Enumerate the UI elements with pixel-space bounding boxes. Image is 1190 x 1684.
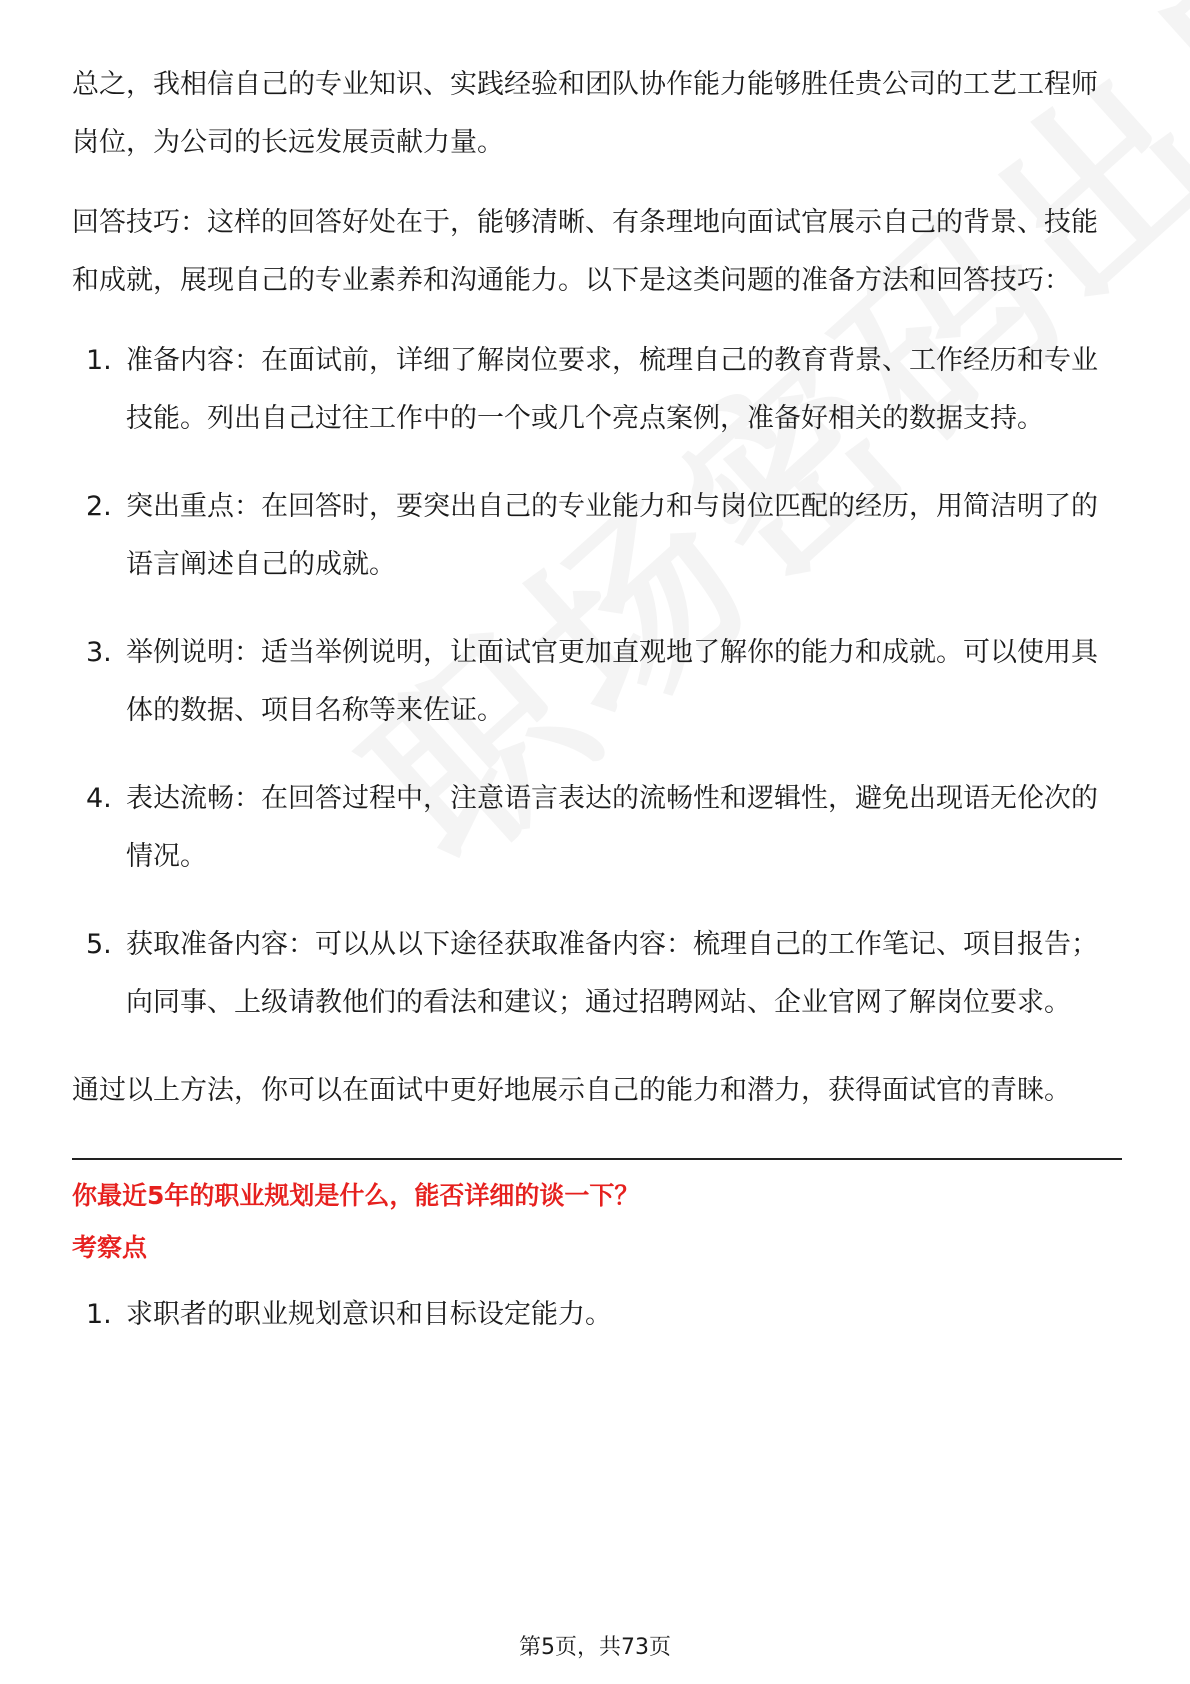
- tips-paragraph: 回答技巧：这样的回答好处在于，能够清晰、有条理地向面试官展示自己的背景、技能和成就，展现自己的专业素养和沟通能力。以下是这类问题的准备方法和回答技巧：: [72, 207, 1098, 296]
- list-item: [72, 332, 1122, 448]
- section-label: 考察点: [72, 1233, 148, 1262]
- list-item: [72, 770, 1122, 886]
- list-item-text: 举例说明：适当举例说明，让面试官更加直观地了解你的能力和成就。可以使用具体的数据、项目名称等来佐证。: [126, 637, 1098, 726]
- list-item: [72, 916, 1122, 1032]
- page-footer: 第5页，共73页: [519, 1635, 671, 1660]
- question-heading: 你最近5年的职业规划是什么，能否详细的谈一下？: [72, 1181, 640, 1210]
- list-item-number: 1.: [86, 345, 112, 376]
- points-list: [72, 1286, 1122, 1344]
- list-item: [72, 1286, 1122, 1344]
- closing-paragraph: 通过以上方法，你可以在面试中更好地展示自己的能力和潜力，获得面试官的青睐。: [72, 1075, 1071, 1106]
- list-item-text: 获取准备内容：可以从以下途径获取准备内容：梳理自己的工作笔记、项目报告；向同事、上级请教他们的看法和建议；通过招聘网站、企业官网了解岗位要求。: [126, 929, 1098, 1018]
- list-item-number: 5.: [86, 929, 112, 960]
- list-item-number: 2.: [86, 491, 112, 522]
- list-item-text: 表达流畅：在回答过程中，注意语言表达的流畅性和逻辑性，避免出现语无伦次的情况。: [126, 783, 1098, 872]
- list-item-number: 4.: [86, 783, 112, 814]
- page-content: [72, 56, 1122, 1374]
- list-item: [72, 624, 1122, 740]
- list-item-number: 3.: [86, 637, 112, 668]
- section-divider: [72, 1158, 1122, 1160]
- intro-paragraph: 总之，我相信自己的专业知识、实践经验和团队协作能力能够胜任贵公司的工艺工程师岗位，为公司的长远发展贡献力量。: [72, 69, 1098, 158]
- tips-list: [72, 332, 1122, 1032]
- list-item-number: 1.: [86, 1299, 112, 1330]
- list-item-text: 准备内容：在面试前，详细了解岗位要求，梳理自己的教育背景、工作经历和专业技能。列出自己过往工作中的一个或几个亮点案例，准备好相关的数据支持。: [126, 345, 1098, 434]
- list-item: [72, 478, 1122, 594]
- list-item-text: 求职者的职业规划意识和目标设定能力。: [126, 1299, 612, 1330]
- list-item-text: 突出重点：在回答时，要突出自己的专业能力和与岗位匹配的经历，用简洁明了的语言阐述自己的成就。: [126, 491, 1098, 580]
